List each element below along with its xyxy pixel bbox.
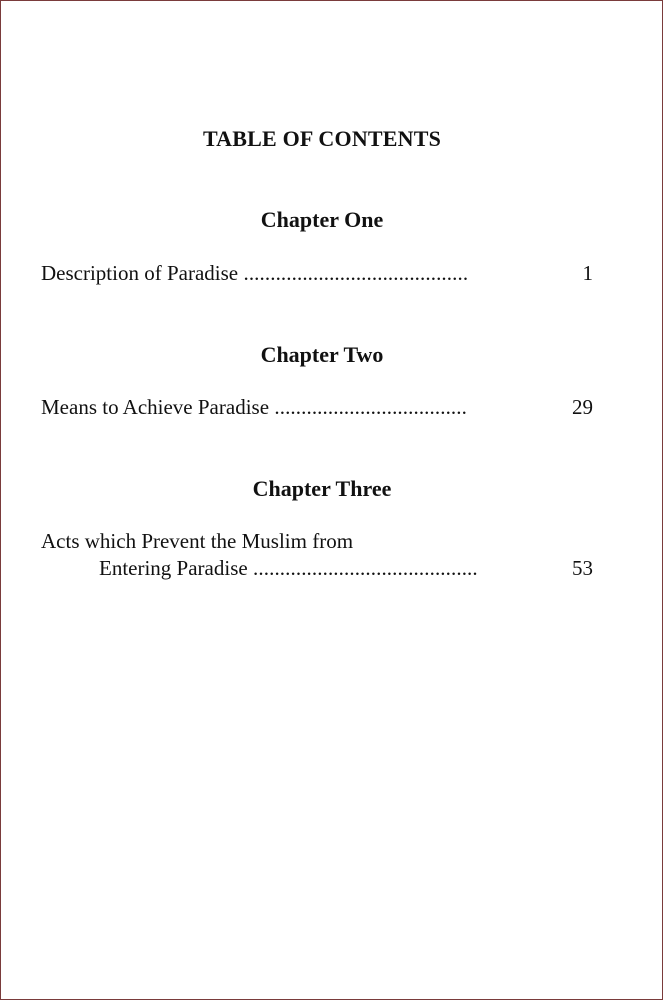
toc-entry-title: Means to Achieve Paradise: [41, 395, 270, 419]
toc-leader-dots: ....................................: [269, 395, 467, 419]
toc-entry-title: Description of Paradise: [41, 261, 239, 285]
chapter-heading-three: Chapter Three: [252, 476, 392, 501]
toc-page-number: 1: [582, 261, 593, 285]
toc-page-number: 53: [572, 556, 593, 580]
toc-page-number: 29: [572, 395, 593, 419]
toc-entry-title: Acts which Prevent the Muslim from: [41, 529, 354, 553]
chapter-heading-two: Chapter Two: [260, 342, 384, 367]
toc-entry-title-continuation: Entering Paradise: [99, 556, 248, 580]
toc-leader-dots: ..........................................: [247, 556, 478, 580]
chapter-heading-one: Chapter One: [260, 207, 384, 232]
toc-entry-three-continuation[interactable]: [99, 556, 478, 581]
page-title: TABLE OF CONTENTS: [202, 126, 442, 151]
toc-entry-three[interactable]: [41, 529, 353, 554]
toc-entry-one[interactable]: [41, 261, 468, 286]
toc-entry-two[interactable]: [41, 395, 467, 420]
toc-leader-dots: ..........................................: [238, 261, 469, 285]
